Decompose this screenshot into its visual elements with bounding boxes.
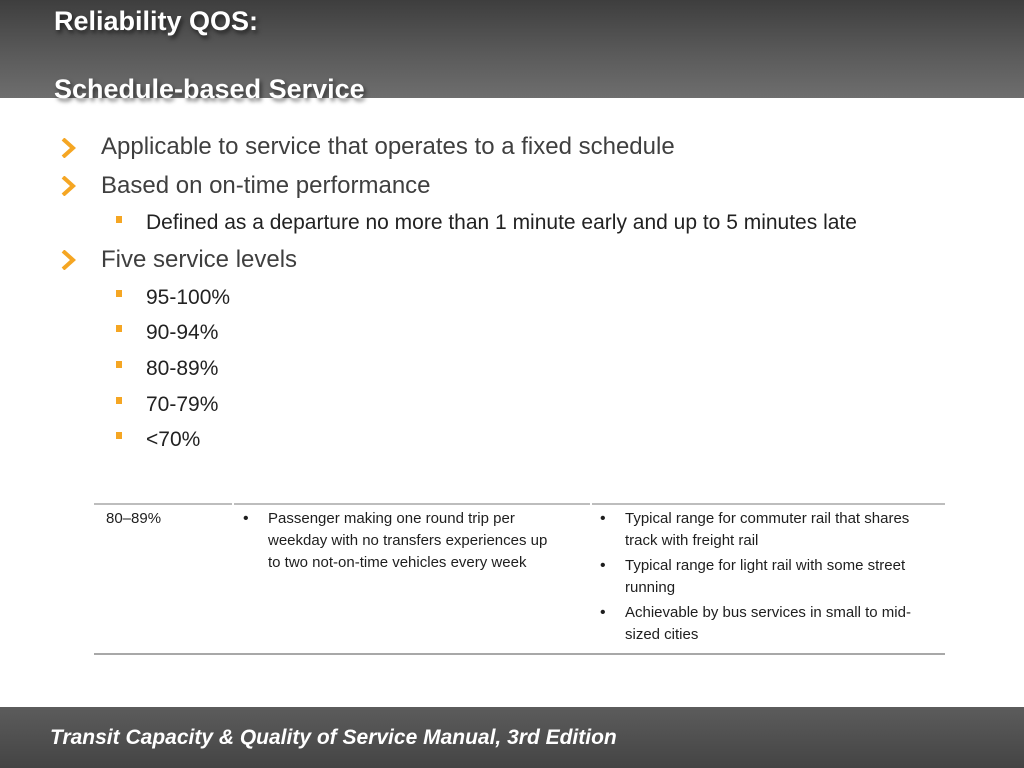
slide-footer — [0, 707, 1024, 768]
subbullet-level: 70-79% — [146, 393, 219, 416]
slide-header — [0, 0, 1024, 104]
chevron-bullet-icon — [60, 176, 78, 196]
bullet-on-time-performance: Based on on-time performance — [101, 172, 431, 199]
service-level-table — [94, 503, 945, 655]
list-item: • Typical range for light rail with some street running — [598, 555, 918, 599]
bullet-fixed-schedule: Applicable to service that operates to a fixed schedule — [101, 133, 675, 160]
slide-title-line-1: Reliability QOS: — [54, 6, 259, 36]
table-top-border — [94, 503, 232, 505]
subbullet-level: <70% — [146, 428, 201, 451]
square-bullet-icon — [116, 432, 122, 439]
square-bullet-icon — [116, 361, 122, 368]
subbullet-level: 95-100% — [146, 286, 231, 309]
square-bullet-icon — [116, 216, 122, 223]
footer-text: Transit Capacity & Quality of Service Manual, 3rd Edition — [50, 726, 617, 749]
subbullet-definition: Defined as a departure no more than 1 minute early and up to 5 minutes late — [146, 211, 857, 234]
square-bullet-icon — [116, 290, 122, 297]
square-bullet-icon — [116, 325, 122, 332]
table-top-border — [234, 503, 590, 505]
bullet-five-service-levels: Five service levels — [101, 246, 298, 273]
subbullet-level: 90-94% — [146, 321, 219, 344]
chevron-bullet-icon — [60, 138, 78, 158]
table-top-border — [592, 503, 945, 505]
list-item: • Typical range for commuter rail that shares track with freight rail — [598, 508, 918, 552]
passenger-perspective-list — [241, 508, 551, 577]
table-cell-level: 80–89% — [106, 510, 162, 527]
square-bullet-icon — [116, 397, 122, 404]
slide-title-line-2: Schedule-based Service — [54, 74, 365, 104]
typical-applications-list — [598, 508, 918, 649]
chevron-bullet-icon — [60, 250, 78, 270]
subbullet-level: 80-89% — [146, 357, 219, 380]
list-item: • Achievable by bus services in small to mid-sized cities — [598, 602, 918, 646]
table-bottom-border — [94, 653, 945, 655]
list-item: • Passenger making one round trip per weekday with no transfers experiences up to two not-on-time vehicles every week — [241, 508, 551, 574]
